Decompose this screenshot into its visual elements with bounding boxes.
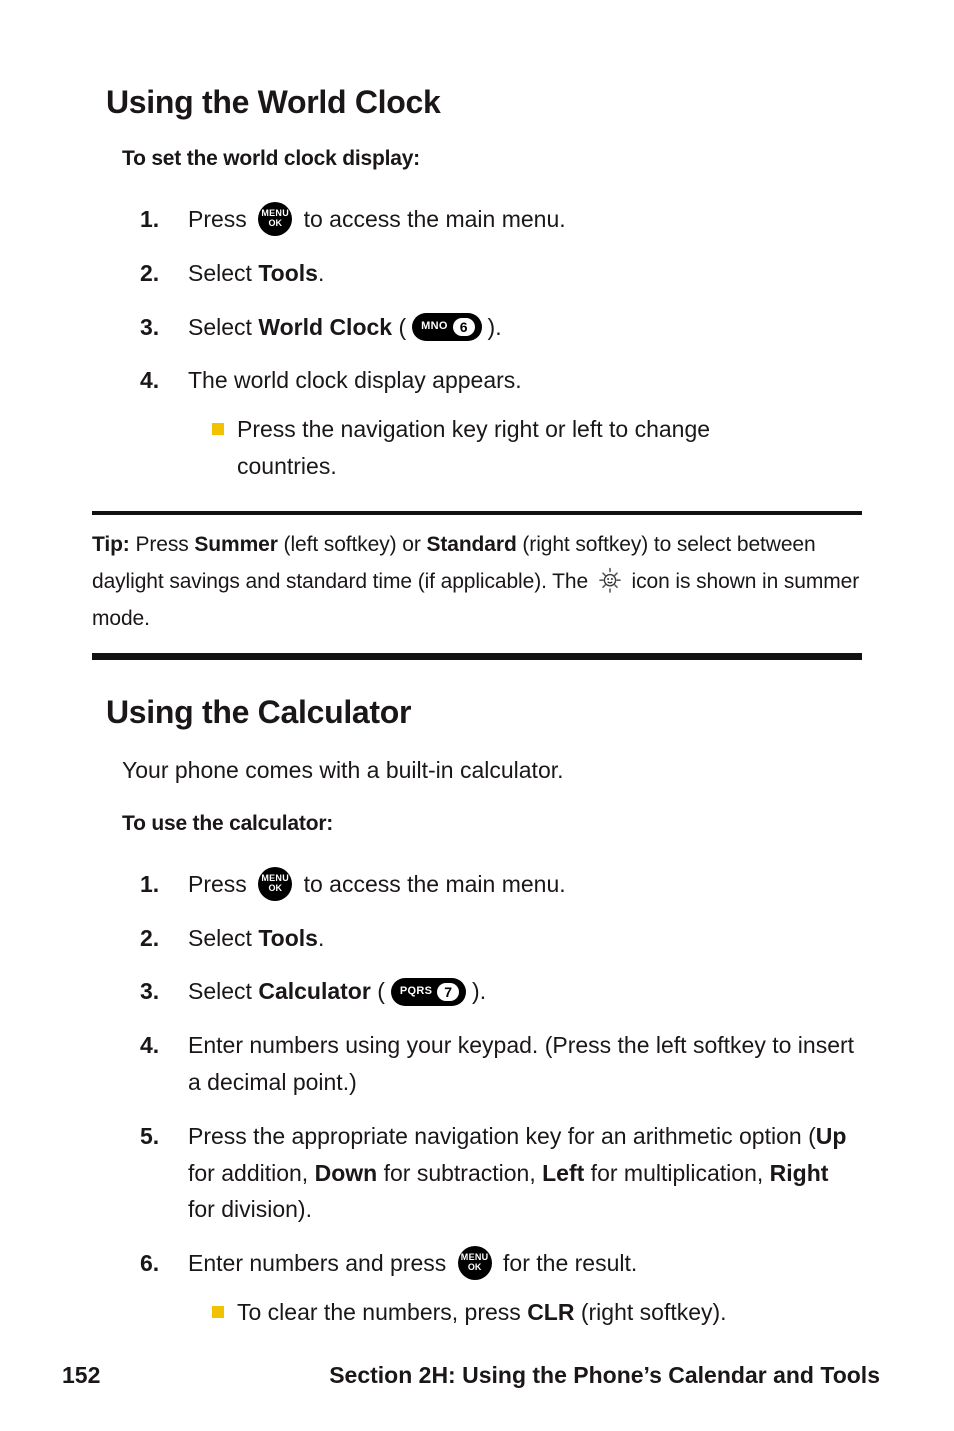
step-text-pre: Press	[188, 870, 254, 897]
step-number: 2.	[140, 924, 160, 951]
tip-summer-label: Summer	[194, 532, 278, 556]
step-number: 4.	[140, 367, 160, 394]
menu-key-label: MENU	[261, 872, 290, 883]
step-number: 6.	[140, 1250, 160, 1277]
tip-text: (right softkey) to select between daylight savings and standard time (if applicable). The	[92, 532, 816, 593]
step-text-bold: Tools	[258, 924, 318, 951]
page-number: 152	[62, 1362, 101, 1388]
calculator-step-6	[140, 1245, 882, 1282]
step-text-pre: Press	[188, 206, 254, 232]
calculator-intro: Your phone comes with a built-in calculator.	[122, 756, 564, 783]
footer-section-title: Section 2H: Using the Phone’s Calendar and Tools	[329, 1362, 880, 1388]
mno-key-label: MNO	[421, 320, 448, 333]
step-text	[188, 1245, 637, 1282]
calculator-title: Using the Calculator	[106, 693, 412, 730]
down-label: Down	[314, 1159, 378, 1186]
ok-key-label: OK	[268, 882, 282, 893]
step-text-pre: Select	[188, 924, 259, 951]
step-text	[188, 201, 566, 238]
calculator-step-4	[140, 1027, 882, 1101]
step-text-pre: Select	[188, 313, 259, 340]
step-text	[188, 973, 486, 1010]
pqrs-key-label: PQRS	[399, 985, 433, 997]
world-clock-sub-bullet	[212, 411, 852, 485]
step-text-post: .	[317, 924, 325, 951]
step-text-close-paren: ).	[472, 978, 487, 1005]
step-number: 1.	[140, 870, 160, 897]
ok-key-label: OK	[467, 1262, 482, 1273]
step-number: 2.	[140, 259, 160, 286]
step-text-pre: Select	[188, 259, 259, 286]
tip-text: Press	[129, 532, 195, 556]
step-number: 4.	[140, 1032, 160, 1059]
step-text	[188, 255, 324, 292]
up-label: Up	[815, 1122, 847, 1149]
step-text-post: .	[317, 259, 325, 286]
menu-key-label: MENU	[261, 208, 290, 219]
digit-6-label: 6	[453, 318, 475, 336]
sub-bullet-text-pre: To clear the numbers, press	[237, 1298, 528, 1325]
menu-ok-key-icon	[458, 1246, 492, 1280]
step-text-open-paren: (	[392, 313, 407, 340]
step-text-close-paren: ).	[487, 313, 502, 340]
step-text-bold: Tools	[258, 259, 318, 286]
clr-label: CLR	[527, 1298, 575, 1325]
step-number: 3.	[140, 978, 160, 1005]
step-text	[188, 920, 324, 957]
step-text: Enter numbers using your keypad. (Press the left softkey to insert a decimal point.)	[188, 1032, 855, 1095]
left-label: Left	[542, 1159, 585, 1186]
sub-bullet-text-post: (right softkey).	[574, 1298, 727, 1325]
step-text	[188, 1118, 856, 1228]
step-text-pre: Enter numbers and press	[188, 1250, 453, 1277]
calculator-step-2	[140, 920, 882, 957]
step-text	[188, 309, 502, 346]
calculator-subtitle: To use the calculator:	[122, 811, 334, 835]
sub-bullet-text: Press the navigation key right or left to change countries.	[237, 416, 711, 479]
calculator-step-1	[140, 866, 882, 903]
menu-ok-key-icon	[258, 202, 292, 236]
tip-text: (left softkey) or	[277, 532, 427, 556]
calculator-sub-bullet	[212, 1294, 852, 1331]
tip-box	[92, 511, 862, 660]
step-text-part: Press the appropriate navigation key for an arithmetic option (	[188, 1122, 816, 1149]
step-text-bold: World Clock	[258, 313, 393, 340]
step-number: 1.	[140, 206, 160, 232]
calculator-step-3	[140, 973, 882, 1010]
menu-ok-key-icon	[258, 867, 292, 901]
world-clock-step-4	[140, 362, 882, 399]
step-text-part: for addition,	[188, 1159, 315, 1186]
calculator-step-5	[140, 1118, 882, 1228]
step-text-post: for the result.	[496, 1250, 638, 1277]
world-clock-step-1	[140, 201, 882, 238]
yellow-square-bullet	[212, 423, 224, 435]
step-text-part: for multiplication,	[584, 1159, 770, 1186]
pqrs-7-key-icon	[391, 978, 466, 1006]
menu-key-label: MENU	[460, 1252, 489, 1263]
page-footer	[0, 1362, 954, 1389]
step-text-post: to access the main menu.	[297, 870, 566, 897]
mno-6-key-icon	[412, 313, 481, 341]
right-label: Right	[769, 1159, 829, 1186]
step-number: 3.	[140, 313, 160, 340]
step-text: The world clock display appears.	[188, 367, 522, 394]
yellow-square-bullet	[212, 1306, 224, 1318]
step-text-part: for division).	[188, 1196, 312, 1223]
step-text-bold: Calculator	[258, 978, 371, 1005]
step-text-post: to access the main menu.	[297, 206, 566, 232]
summer-sun-icon	[597, 566, 623, 594]
digit-7-label: 7	[437, 983, 459, 1001]
step-text-pre: Select	[188, 978, 259, 1005]
step-number: 5.	[140, 1122, 160, 1149]
sub-bullet-text	[237, 1294, 727, 1331]
tip-standard-label: Standard	[426, 532, 517, 556]
world-clock-step-3	[140, 309, 882, 346]
world-clock-step-2	[140, 255, 882, 292]
step-text-open-paren: (	[370, 978, 385, 1005]
tip-text: icon is shown in summer mode.	[92, 569, 860, 630]
world-clock-title: Using the World Clock	[106, 84, 441, 120]
world-clock-subtitle: To set the world clock display:	[122, 147, 420, 170]
tip-label: Tip:	[92, 532, 130, 556]
ok-key-label: OK	[268, 217, 282, 228]
step-text	[188, 866, 566, 903]
step-text-part: for subtraction,	[377, 1159, 543, 1186]
